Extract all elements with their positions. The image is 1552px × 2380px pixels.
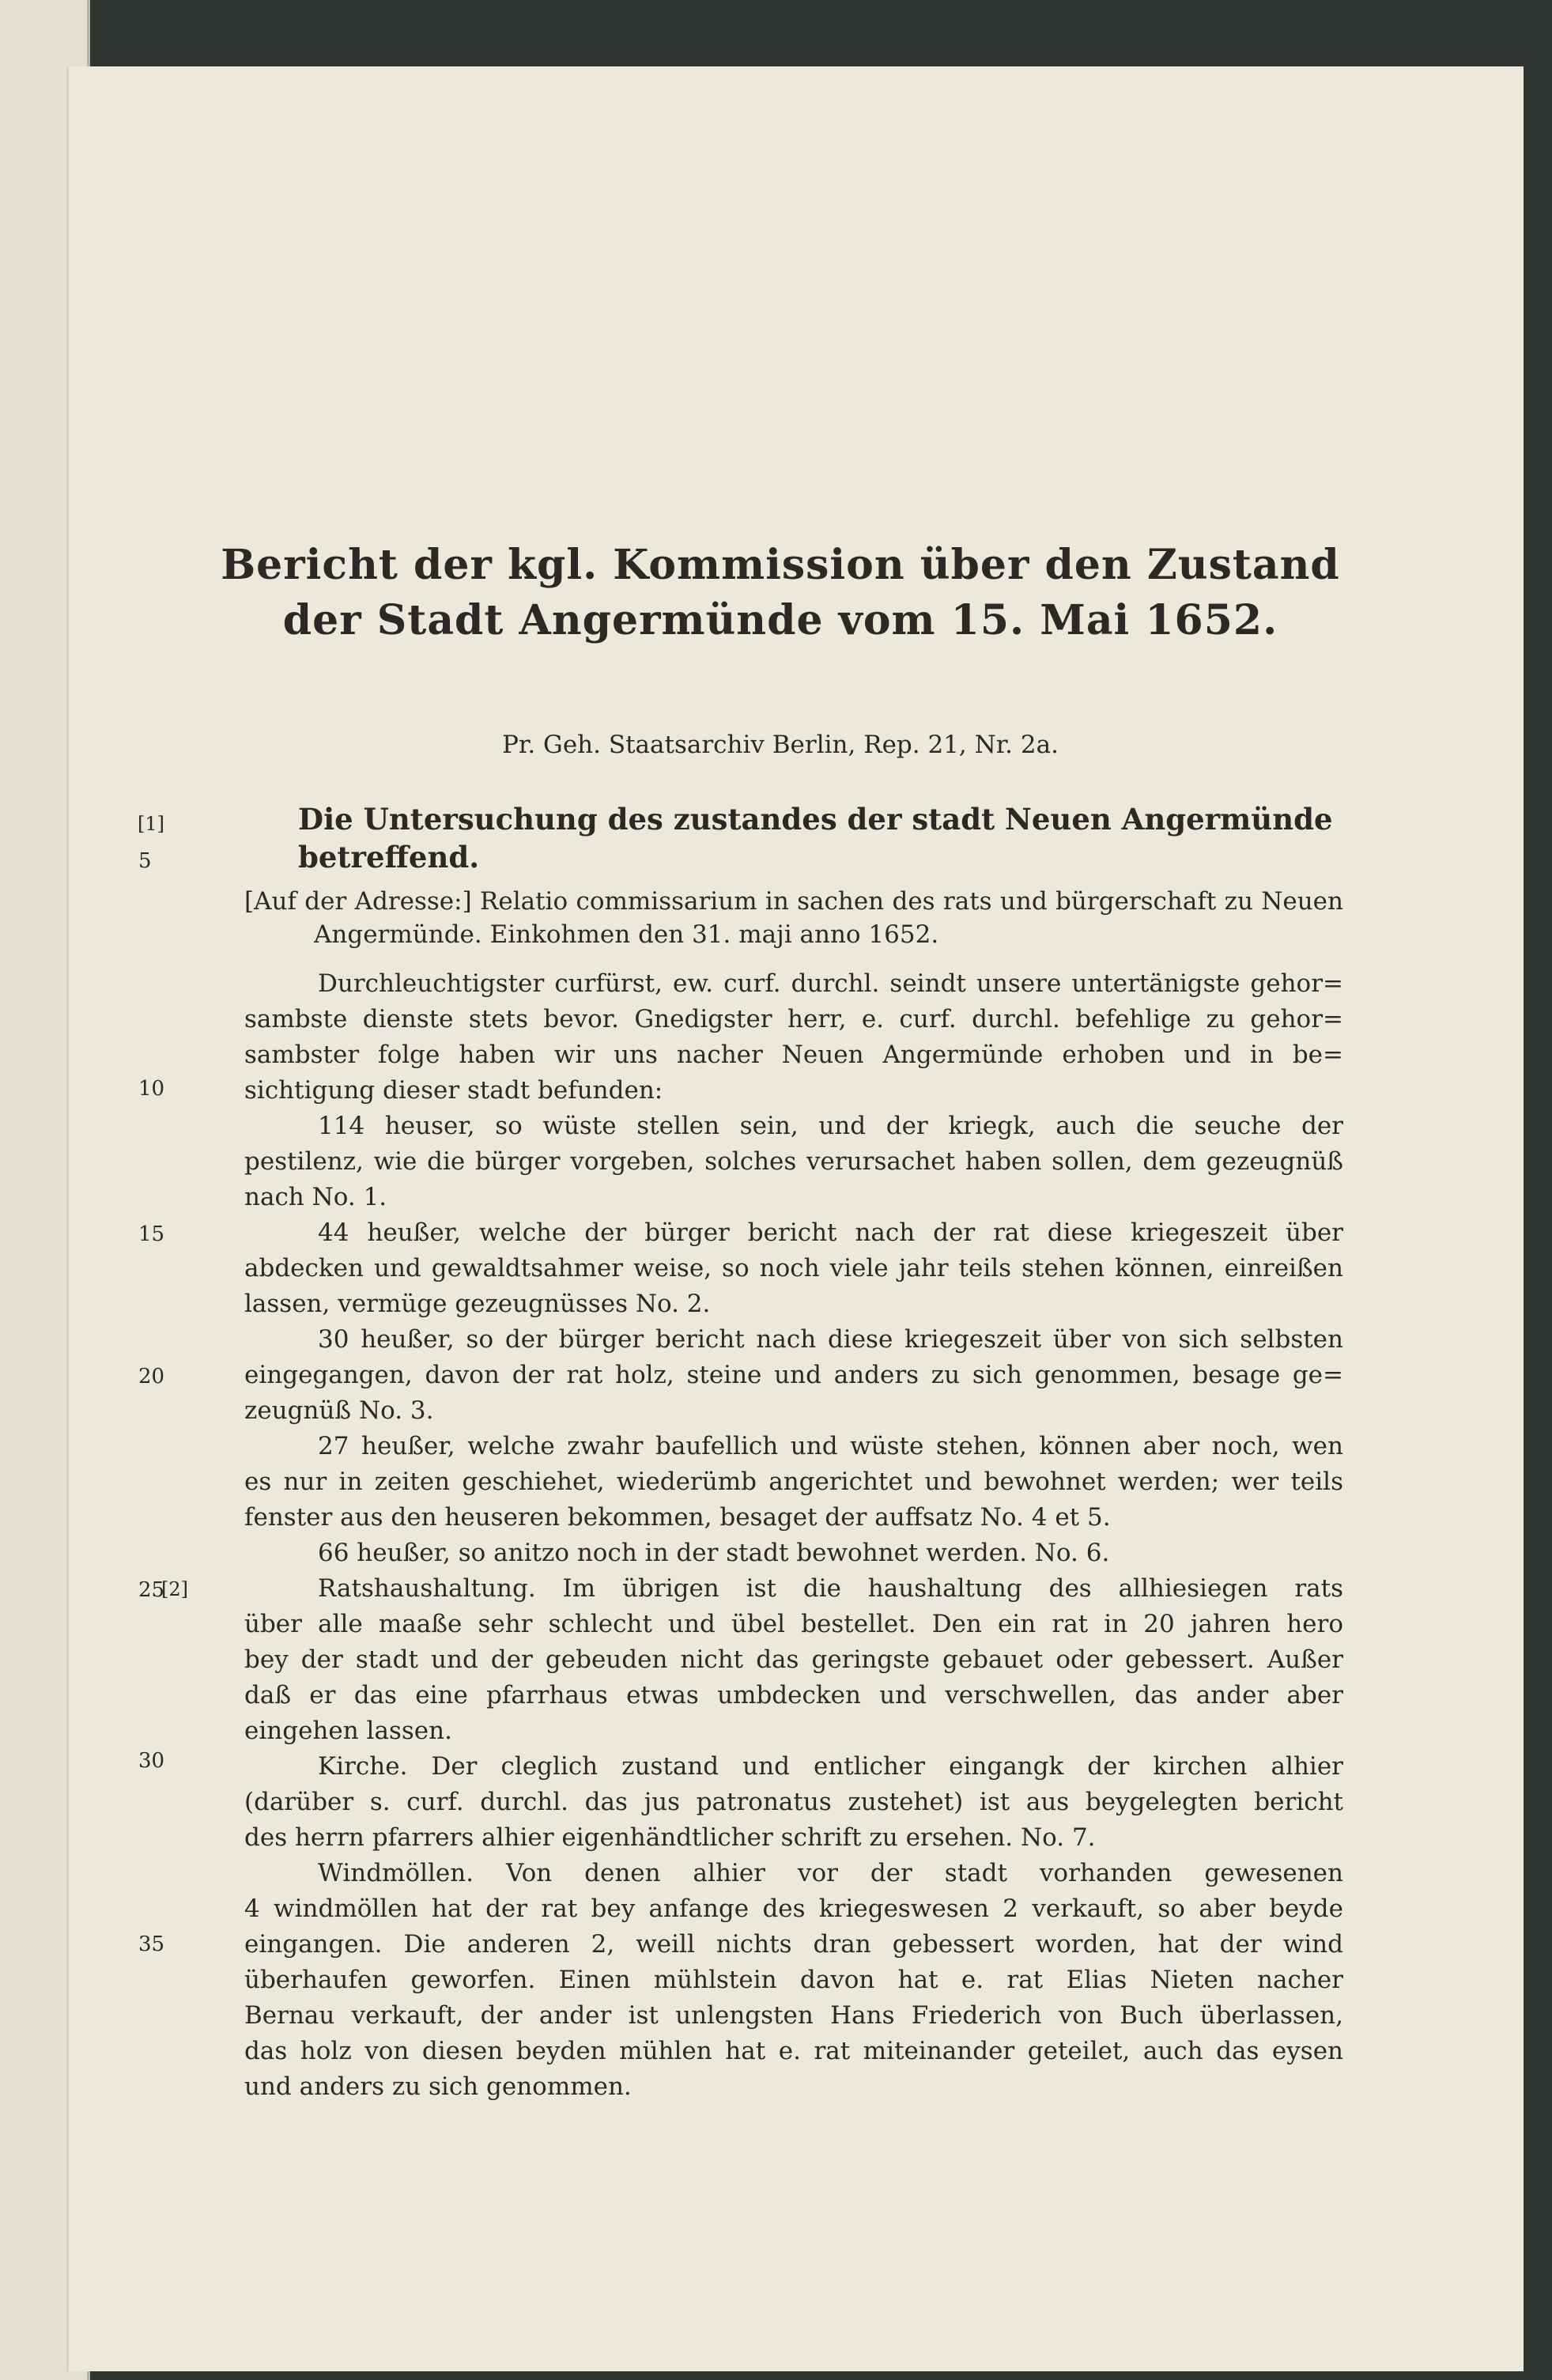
text-line: sambster folge haben wir uns nacher Neuen Angermünde erhoben und in be= (244, 1041, 1343, 1069)
text-line: bey der stadt und der gebeuden nicht das geringste gebauet oder gebessert. Außer (244, 1645, 1343, 1674)
subheading-line-1: Die Untersuchung des zustandes der stadt Neuen Angermünde (298, 802, 1333, 837)
text-line: abdecken und gewaldtsahmer weise, so noch viele jahr teils stehen können, einreißen (244, 1254, 1343, 1283)
text-line: das holz von diesen beyden mühlen hat e. rat miteinander geteilet, auch das eysen (244, 2037, 1343, 2065)
text-line: 4 windmöllen hat der rat bey anfange des kriegeswesen 2 verkauft, so aber beyde (244, 1895, 1343, 1923)
text-line: Durchleuchtigster curfürst, ew. curf. durchl. seindt unsere untertänigste gehor= (318, 969, 1343, 998)
text-line: Ratshaushaltung. Im übrigen ist die haushaltung des allhiesiegen rats (318, 1574, 1343, 1603)
text-line: und anders zu sich genommen. (244, 2072, 632, 2101)
text-line: 114 heuser, so wüste stellen sein, und der kriegk, auch die seuche der (318, 1112, 1343, 1140)
document-page (66, 66, 1524, 2371)
text-line: 27 heußer, welche zwahr baufellich und wüste stehen, können aber noch, wen (318, 1432, 1343, 1460)
paragraph-marker-2: [2] (161, 1578, 188, 1600)
text-line: [Auf der Adresse:] Relatio commissarium in sachen des rats und bürgerschaft zu Neuen (244, 887, 1343, 916)
text-line: eingangen. Die anderen 2, weill nichts dran gebessert worden, hat der wind (244, 1930, 1343, 1959)
text-line: des herrn pfarrers alhier eigenhändtlicher schrift zu ersehen. No. 7. (244, 1823, 1096, 1852)
text-line: fenster aus den heuseren bekommen, besaget der auffsatz No. 4 et 5. (244, 1503, 1111, 1532)
text-line: 30 heußer, so der bürger bericht nach diese kriegeszeit über von sich selbsten (318, 1325, 1343, 1354)
text-line: pestilenz, wie die bürger vorgeben, solches verursachet haben sollen, dem gezeugnüß (244, 1147, 1343, 1176)
line-number-15: 15 (138, 1222, 165, 1246)
text-line: 44 heußer, welche der bürger bericht nach der rat diese kriegeszeit über (318, 1218, 1343, 1247)
line-number-10: 10 (138, 1077, 165, 1101)
text-line: lassen, vermüge gezeugnüsses No. 2. (244, 1290, 711, 1318)
text-line: überhaufen geworfen. Einen mühlstein davon hat e. rat Elias Nieten nacher (244, 1966, 1343, 1994)
line-number-35: 35 (138, 1932, 165, 1956)
archive-source: Pr. Geh. Staatsarchiv Berlin, Rep. 21, Nr. 2a. (502, 731, 1059, 759)
text-line: Windmöllen. Von denen alhier vor der stadt vorhanden gewesenen (318, 1859, 1343, 1887)
title-line-2: der Stadt Angermünde vom 15. Mai 1652. (282, 596, 1278, 644)
line-number-20: 20 (138, 1365, 165, 1388)
text-line: eingehen lassen. (244, 1717, 452, 1745)
text-line: daß er das eine pfarrhaus etwas umbdecken und verschwellen, das ander aber (244, 1681, 1343, 1709)
text-line: Bernau verkauft, der ander ist unlengsten Hans Friederich von Buch überlassen, (244, 2001, 1343, 2030)
text-line: Kirche. Der cleglich zustand und entlicher eingangk der kirchen alhier (318, 1752, 1343, 1781)
subheading-line-2: betreffend. (298, 840, 480, 875)
text-line: eingegangen, davon der rat holz, steine und anders zu sich genommen, besage ge= (244, 1361, 1343, 1389)
line-number-5: 5 (138, 849, 152, 873)
text-line: sichtigung dieser stadt befunden: (244, 1076, 663, 1105)
line-number-30: 30 (138, 1749, 165, 1773)
text-line: sambste dienste stets bevor. Gnedigster herr, e. curf. durchl. befehlige zu gehor= (244, 1005, 1343, 1033)
title-line-1: Bericht der kgl. Kommission über den Zustand (221, 541, 1340, 589)
text-line: nach No. 1. (244, 1183, 387, 1211)
text-line: es nur in zeiten geschiehet, wiederümb angerichtet und bewohnet werden; wer teils (244, 1468, 1343, 1496)
text-line: 66 heußer, so anitzo noch in der stadt bewohnet werden. No. 6. (318, 1539, 1110, 1567)
paragraph-marker-1: [1] (138, 813, 164, 835)
line-number-25: 25 (138, 1578, 165, 1602)
text-line: Angermünde. Einkohmen den 31. maji anno 1652. (314, 920, 939, 949)
text-line: zeugnüß No. 3. (244, 1396, 434, 1425)
text-line: über alle maaße sehr schlecht und übel bestellet. Den ein rat in 20 jahren hero (244, 1610, 1343, 1638)
text-line: (darüber s. curf. durchl. das jus patronatus zustehet) ist aus beygelegten bericht (244, 1788, 1343, 1816)
